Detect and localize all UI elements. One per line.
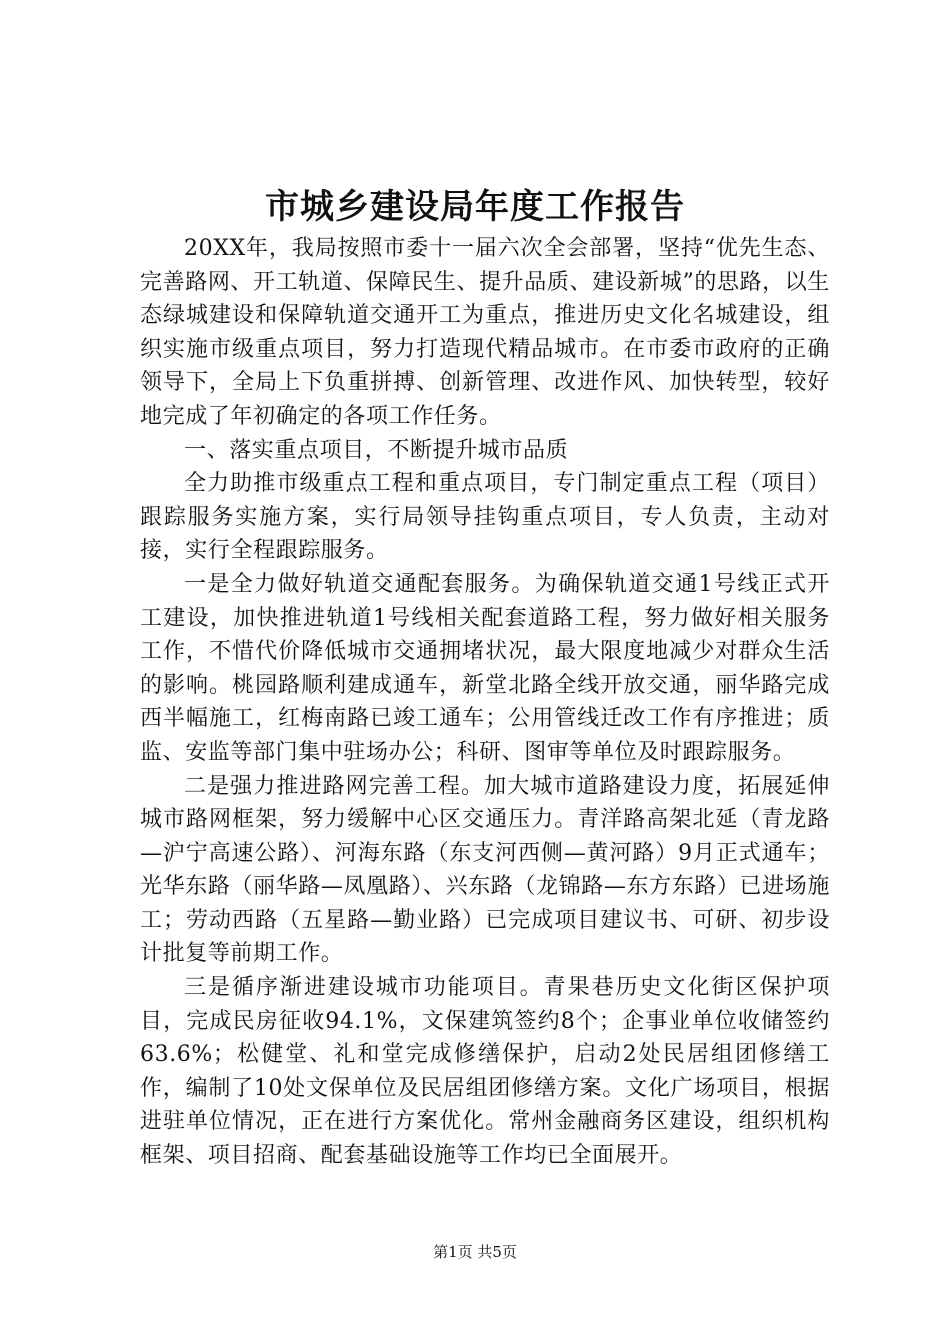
item-one-paragraph: 一是全力做好轨道交通配套服务。为确保轨道交通1号线正式开工建设，加快推进轨道1号线相关配套道路工程，努力做好相关服务工作，不惜代价降低城市交通拥堵状况，最大限度地减少对群众生活的影响。桃园路顺利建成通车，新堂北路全线开放交通，丽华路完成西半幅施工，红梅南路已竣工通车；公用管线迁改工作有序推进；质监、安监等部门集中驻场办公；科研、图审等单位及时跟踪服务。 — [140, 571, 830, 765]
section-heading: 一、落实重点项目，不断提升城市品质 — [184, 437, 569, 463]
page-footer: 第1页 共5页 — [433, 1243, 517, 1261]
section-intro-paragraph: 全力助推市级重点工程和重点项目，专门制定重点工程（项目）跟踪服务实施方案，实行局领导挂钩重点项目，专人负责，主动对接，实行全程跟踪服务。 — [140, 471, 830, 564]
item-three-paragraph: 三是循序渐进建设城市功能项目。青果巷历史文化街区保护项目，完成民房征收94.1%，文保建筑签约8个；企事业单位收储签约63.6%；松健堂、礼和堂完成修缮保护，启动2处民居组团修缮工作，编制了10处文保单位及民居组团修缮方案。文化广场项目，根据进驻单位情况，正在进行方案优化。常州金融商务区建设，组织机构框架、项目招商、配套基础设施等工作均已全面展开。 — [140, 975, 830, 1169]
document-body — [140, 232, 830, 1173]
intro-paragraph: 20XX年，我局按照市委十一届六次全会部署，坚持“优先生态、完善路网、开工轨道、保障民生、提升品质、建设新城”的思路，以生态绿城建设和保障轨道交通开工为重点，推进历史文化名城建设，组织实施市级重点项目，努力打造现代精品城市。在市委市政府的正确领导下，全局上下负重拼搏、创新管理、改进作风、加快转型，较好地完成了年初确定的各项工作任务。 — [140, 236, 830, 429]
document-title: 市城乡建设局年度工作报告 — [265, 187, 685, 227]
item-two-paragraph: 二是强力推进路网完善工程。加大城市道路建设力度，拓展延伸城市路网框架，努力缓解中心区交通压力。青洋路高架北延（青龙路—沪宁高速公路）、河海东路（东支河西侧—黄河路）9月正式通车；光华东路（丽华路—凤凰路）、兴东路（龙锦路—东方东路）已进场施工；劳动西路（五星路—勤业路）已完成项目建议书、可研、初步设计批复等前期工作。 — [140, 773, 830, 967]
